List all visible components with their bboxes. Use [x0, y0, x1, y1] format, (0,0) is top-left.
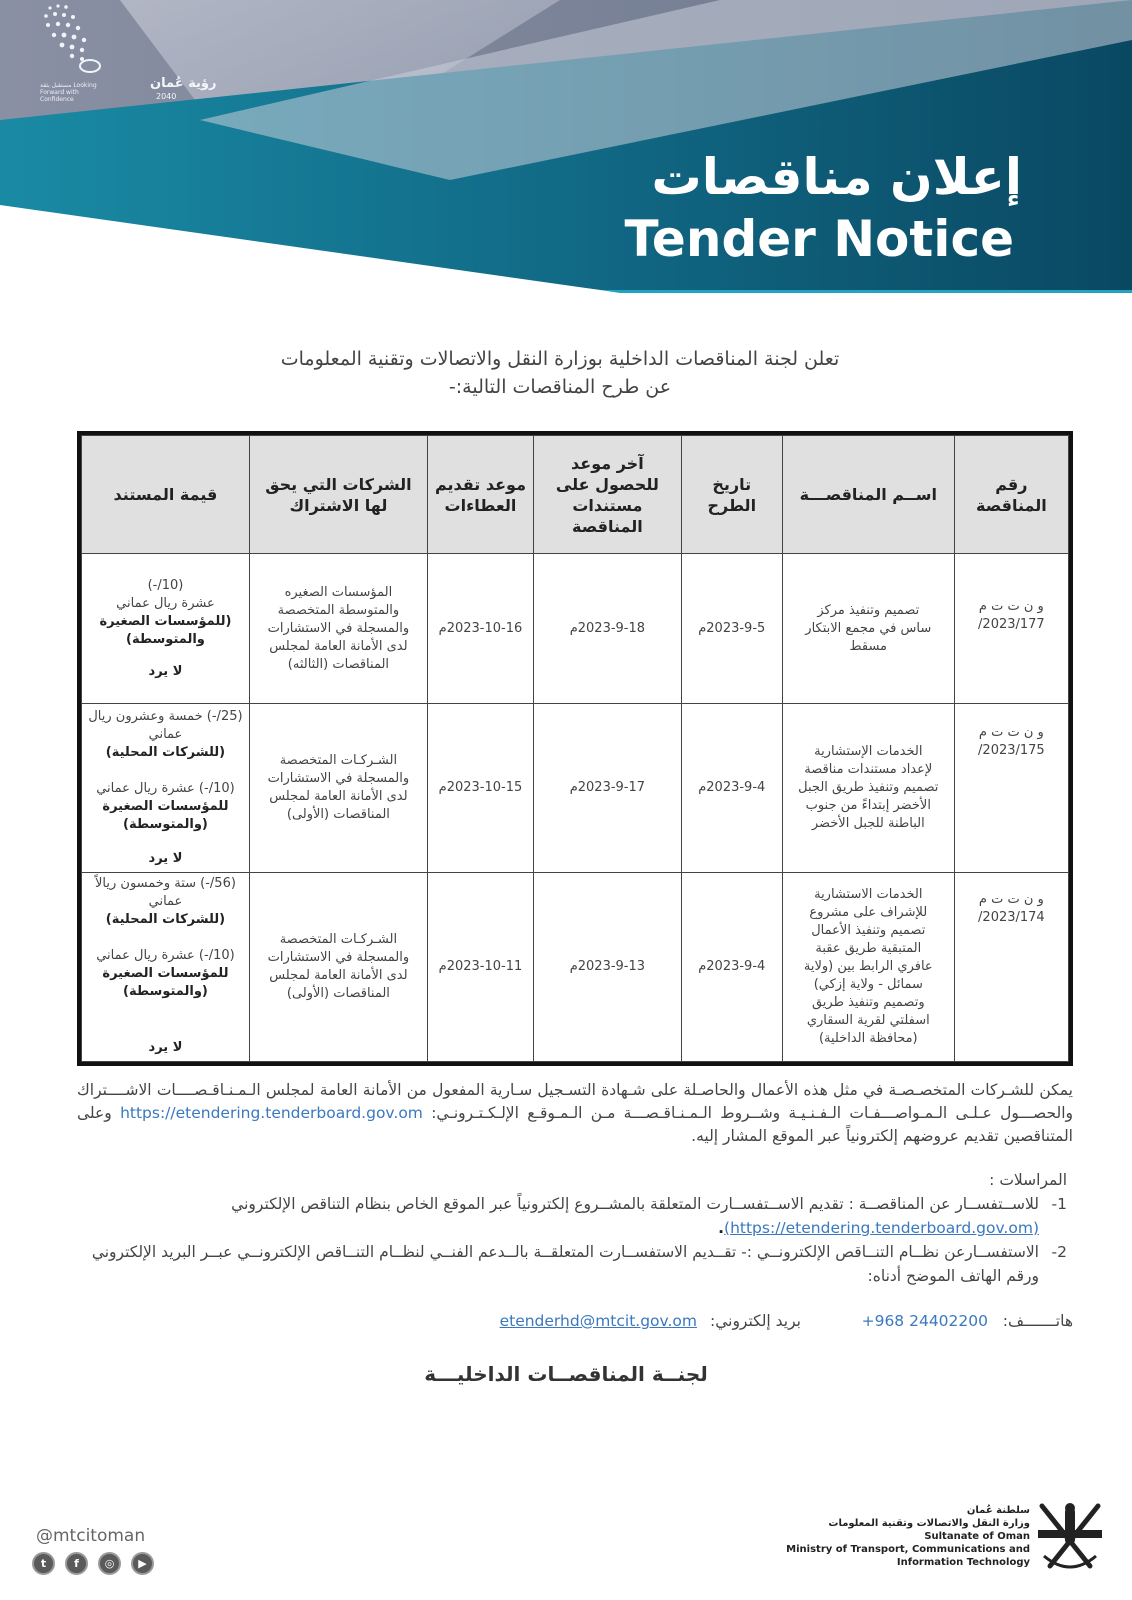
- eligible-companies: المؤسسات الصغيره والمتوسطة المتخصصة والمسجلة في الاستشارات لدى الأمانة العامة لمجلس المناقصات (الثالثه): [249, 554, 427, 704]
- doc-value: [82, 873, 250, 1062]
- social-handle[interactable]: @mtcitoman: [36, 1526, 146, 1546]
- correspondence-item: [77, 1240, 1067, 1288]
- tenders-table: [77, 431, 1073, 1066]
- correspondence-section: [77, 1168, 1067, 1288]
- col-header-bid-deadline: موعد تقديم العطاءات: [427, 436, 533, 554]
- intro-line-2: عن طرح المناقصات التالية:-: [448, 376, 672, 398]
- vision-2040-logo: [0, 0, 170, 90]
- table-header-row: [82, 436, 1069, 554]
- col-header-docs-deadline: آخر موعد للحصول على مستندات المناقصة: [534, 436, 682, 554]
- table-row: [82, 554, 1069, 704]
- item-text: للاســتفســار عن المناقصــة : تقديم الاســتفســارت المتعلقة بالمشــروع إلكترونياً عبر الموقع الخاص بنظام التناقص الإلكتروني: [231, 1195, 1039, 1213]
- vision-logo-text: رؤية عُمان: [150, 76, 217, 91]
- item-text: الاستفســارعن نظــام التنــاقص الإلكترونــي :- تقــديم الاستفســارت المتعلقــة بالــدعم الفنــي لنظــام التنــاقص الإلكترونــي عبــر البريد الإلكتروني ورقم الهاتف الموضح أدناه:: [91, 1243, 1039, 1285]
- col-header-number: رقم المناقصة: [954, 436, 1068, 554]
- release-date: 2023-9-4م: [681, 873, 782, 1062]
- page-title-english: Tender Notice: [624, 210, 1014, 268]
- value-line: (10/-) عشرة ريال عماني: [96, 781, 235, 796]
- value-line: (10/-): [147, 577, 184, 593]
- twitter-icon[interactable]: t: [32, 1552, 55, 1575]
- committee-signature: لجنــة المناقصــات الداخليـــة: [424, 1362, 708, 1386]
- intro-line-1: تعلن لجنة المناقصات الداخلية بوزارة النقل والاتصالات وتقنية المعلومات: [280, 348, 840, 370]
- vision-logo-year: 2040: [156, 92, 177, 101]
- col-header-release-date: تاريخ الطرح: [681, 436, 782, 554]
- intro-text: [200, 345, 920, 401]
- doc-value: [82, 554, 250, 704]
- tender-name: الخدمات الإستشارية لإعداد مستندات مناقصة تصميم وتنفيذ طريق الجبل الأخضر إبتداءً من جنوب الباطنة للجبل الأخضر: [782, 704, 954, 873]
- non-refundable-label: لا يرد: [148, 663, 183, 679]
- eligible-companies: الشـركـات المتخصصة والمسجلة في الاستشارات لدى الأمانة العامة لمجلس المناقصات (الأولى): [249, 873, 427, 1062]
- table-row: [82, 704, 1069, 873]
- non-refundable-label: لا يرد: [148, 851, 183, 866]
- item-number: 1-: [1051, 1195, 1067, 1213]
- release-date: 2023-9-5م: [681, 554, 782, 704]
- header-banner: [0, 0, 1132, 300]
- facebook-icon[interactable]: f: [65, 1552, 88, 1575]
- value-line: (56/-) ستة وخمسون ريالاً عماني: [95, 876, 236, 909]
- col-header-eligible: الشركات التي يحق لها الاشتراك: [249, 436, 427, 554]
- bid-deadline: 2023-10-11م: [427, 873, 533, 1062]
- tender-name: الخدمات الاستشارية للإشراف على مشروع تصميم وتنفيذ الأعمال المتبقية طريق عقبة عافري الرابط بين (ولاية سمائل - ولاية إزكي) وتصميم وتنفيذ طريق اسفلتي لقرية السقاري (محافظة الداخلية): [782, 873, 954, 1062]
- email-label: بريد إلكتروني:: [709, 1312, 801, 1330]
- col-header-doc-value: قيمة المستند: [82, 436, 250, 554]
- vision-side-text: مستقبل بثقة Looking Forward with Confidence: [40, 82, 97, 103]
- doc-value: [82, 704, 250, 873]
- docs-deadline: 2023-9-18م: [534, 554, 682, 704]
- email-link[interactable]: etenderhd@mtcit.gov.om: [499, 1312, 697, 1330]
- etendering-link[interactable]: (https://etendering.tenderboard.gov.om): [724, 1219, 1039, 1237]
- value-line: للمؤسسات الصغيرة (والمتوسطة): [102, 799, 229, 832]
- value-line: (10/-) عشرة ريال عماني: [96, 948, 235, 963]
- value-line: للمؤسسات الصغيرة (والمتوسطة): [102, 966, 229, 999]
- correspondence-title: المراسلات :: [989, 1171, 1067, 1189]
- registration-text: يمكن للشـركات المتخصـصـة في مثل هذه الأعمال والحاصـلة على شـهادة التسـجيل سـارية المفعول من الأمانة العامة لمجلس الـمـنـاقـصــــات الاشــــتراك والحصـــول عـلـى الـمـواصـــفـات الـفـنـيـة وشــروط الـمـنـاقـصـــة مـن الـمـوقـع الإلـكـتـرونـي:: [77, 1081, 1073, 1122]
- value-line: (للشركات المحلية): [105, 745, 226, 760]
- item-number: 2-: [1051, 1243, 1067, 1261]
- social-icons: [32, 1552, 154, 1575]
- registration-paragraph: [77, 1079, 1073, 1148]
- tender-name: تصميم وتنفيذ مركز ساس في مجمع الابتكار مسقط: [782, 554, 954, 704]
- bid-deadline: 2023-10-16م: [427, 554, 533, 704]
- youtube-icon[interactable]: ▶: [131, 1552, 154, 1575]
- instagram-icon[interactable]: ◎: [98, 1552, 121, 1575]
- col-header-name: اســم المناقصـــة: [782, 436, 954, 554]
- value-line: (للمؤسسات الصغيرة والمتوسطة): [99, 613, 232, 647]
- value-line: (للشركات المحلية): [105, 912, 226, 927]
- bid-deadline: 2023-10-15م: [427, 704, 533, 873]
- docs-deadline: 2023-9-17م: [534, 704, 682, 873]
- value-line: (25/-) خمسة وعشرون ريال عماني: [88, 709, 243, 742]
- phone-number[interactable]: +968 24402200: [861, 1312, 988, 1330]
- tender-number: و ن ت ت م 2023/174/: [954, 873, 1068, 1062]
- release-date: 2023-9-4م: [681, 704, 782, 873]
- eligible-companies: الشـركـات المتخصصة والمسجلة في الاستشارات لدى الأمانة العامة لمجلس المناقصات (الأولى): [249, 704, 427, 873]
- tender-number: و ن ت ت م 2023/175/: [954, 704, 1068, 873]
- ministry-en-line-2: Ministry of Transport, Communications and: [786, 1544, 1030, 1555]
- ministry-en-line-1: Sultanate of Oman: [924, 1531, 1030, 1542]
- registration-text-after: وعلى المتناقصين تقديم عروضهم إلكترونياً عبر الموقع المشار إليه.: [77, 1104, 1073, 1145]
- value-line: عشرة ريال عماني: [116, 595, 215, 611]
- tender-number: و ن ت ت م 2023/177/: [954, 554, 1068, 704]
- ministry-en-line-3: Information Technology: [896, 1557, 1030, 1568]
- phone-label: هاتـــــــف:: [1002, 1312, 1073, 1330]
- oman-emblem-icon: [1034, 1500, 1106, 1580]
- ministry-ar-line-1: سلطنة عُمان: [966, 1505, 1030, 1516]
- non-refundable-label: لا يرد: [148, 1040, 183, 1055]
- table-row: [82, 873, 1069, 1062]
- etendering-link[interactable]: https://etendering.tenderboard.gov.om: [120, 1104, 423, 1122]
- correspondence-item: [77, 1192, 1067, 1240]
- item-tail: .: [718, 1219, 725, 1237]
- page-title-arabic: إعلان مناقصات: [651, 148, 1022, 206]
- ministry-ar-line-2: وزارة النقل والاتصالات وتقنية المعلومات: [828, 1518, 1030, 1529]
- docs-deadline: 2023-9-13م: [534, 873, 682, 1062]
- ministry-logo-text: [786, 1504, 1030, 1569]
